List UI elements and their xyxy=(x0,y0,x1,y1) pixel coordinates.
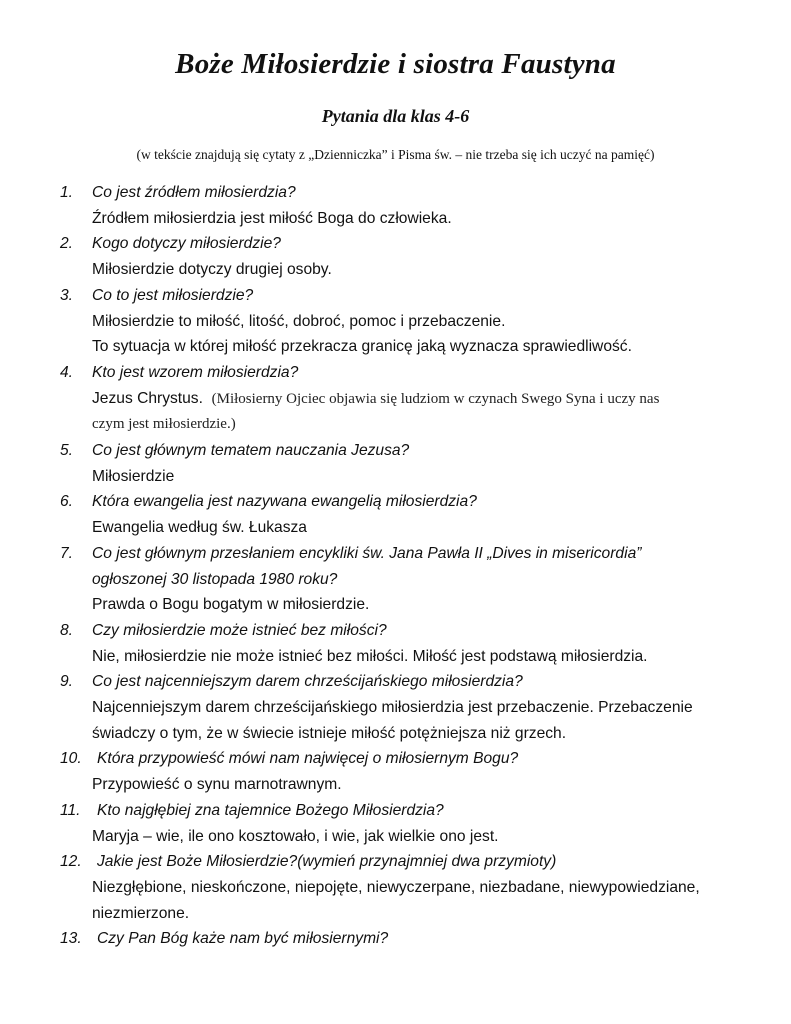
question xyxy=(60,669,760,695)
question-text: Jakie jest Boże Miłosierdzie?(wymień przynajmniej dwa przymioty) xyxy=(97,853,557,871)
answer xyxy=(60,772,760,798)
list-item xyxy=(60,360,760,438)
answer-line: Prawda o Bogu bogatym w miłosierdzie. xyxy=(92,596,370,614)
answer-line: Najcenniejszym darem chrześcijańskiego miłosierdzia jest przebaczenie. Przebaczenie xyxy=(92,699,693,717)
answer-line: Nie, miłosierdzie nie może istnieć bez miłości. Miłość jest podstawą miłosierdzia. xyxy=(92,647,648,665)
question-text: Która ewangelia jest nazywana ewangelią miłosierdzia? xyxy=(92,493,477,511)
answer-line: Ewangelia według św. Łukasza xyxy=(92,519,307,537)
question-number: 10. xyxy=(60,750,82,768)
answer xyxy=(60,309,760,360)
question-number: 2. xyxy=(60,235,74,253)
question-number: 3. xyxy=(60,286,74,304)
question-text: Co jest najcenniejszym darem chrześcijańskiego miłosierdzia? xyxy=(92,673,523,691)
list-item xyxy=(60,618,760,669)
answer xyxy=(60,824,760,850)
answer xyxy=(60,464,760,490)
question xyxy=(60,746,760,772)
answer-line: świadczy o tym, że w świecie istnieje miłość potężniejsza niż grzech. xyxy=(92,724,567,742)
question-number: 5. xyxy=(60,442,74,460)
answer xyxy=(60,875,760,926)
list-item xyxy=(60,926,760,952)
question xyxy=(60,798,760,824)
question-text: Czy miłosierdzie może istnieć bez miłości? xyxy=(92,621,387,639)
answer-main: Jezus Chrystus. xyxy=(92,389,203,407)
question-number: 13. xyxy=(60,930,82,948)
answer xyxy=(60,515,760,541)
question-number: 1. xyxy=(60,184,74,201)
question-number: 11. xyxy=(60,801,81,819)
answer xyxy=(60,644,760,670)
question xyxy=(60,489,760,515)
question xyxy=(60,438,760,464)
question-text: Co jest źródłem miłosierdzia? xyxy=(92,184,296,201)
list-item xyxy=(60,438,760,489)
answer-line: Miłosierdzie xyxy=(92,467,175,485)
question xyxy=(60,180,760,206)
question-number: 12. xyxy=(60,853,82,871)
question-number: 9. xyxy=(60,673,74,691)
question-text xyxy=(92,541,641,592)
question-text: Która przypowieść mówi nam najwięcej o miłosiernym Bogu? xyxy=(97,750,519,768)
answer-quote: (Miłosierny Ojciec objawia się ludziom w czynach Swego Syna i uczy nas xyxy=(211,390,660,407)
answer-line: Miłosierdzie to miłość, litość, dobroć, pomoc i przebaczenie. xyxy=(92,312,506,330)
list-item xyxy=(60,231,760,282)
answer-line: Niezgłębione, nieskończone, niepojęte, niewyczerpane, niezbadane, niewypowiedziane, xyxy=(92,878,700,896)
answer-line: To sytuacja w której miłość przekracza granicę jaką wyznacza sprawiedliwość. xyxy=(92,338,632,356)
answer xyxy=(60,257,760,283)
question xyxy=(60,618,760,644)
question xyxy=(60,283,760,309)
answer xyxy=(60,695,760,746)
question xyxy=(60,360,760,386)
answer-line: Miłosierdzie dotyczy drugiej osoby. xyxy=(92,261,332,279)
answer-line: Maryja – wie, ile ono kosztowało, i wie, jak wielkie ono jest. xyxy=(92,827,499,845)
answer-line: Przypowieść o synu marnotrawnym. xyxy=(92,776,342,794)
question-text: Kto jest wzorem miłosierdzia? xyxy=(92,363,299,381)
question-text: Co jest głównym tematem nauczania Jezusa? xyxy=(92,442,410,460)
question-text: Kogo dotyczy miłosierdzie? xyxy=(92,235,281,253)
list-item xyxy=(60,489,760,540)
answer-quote-continued: czym jest miłosierdzie.) xyxy=(92,416,236,433)
question-line: Co jest głównym przesłaniem encykliki św. Jana Pawła II „Dives in misericordia” xyxy=(92,544,642,562)
document-subtitle: Pytania dla klas 4-6 xyxy=(321,106,470,126)
question-number: 6. xyxy=(60,493,74,511)
answer-line: Źródłem miłosierdzia jest miłość Boga do człowieka. xyxy=(92,209,452,227)
document-note: (w tekście znajdują się cytaty z „Dzienniczka” i Pisma św. – nie trzeba się ich uczyć na pamięć) xyxy=(136,147,655,162)
list-item xyxy=(60,180,760,231)
question xyxy=(60,541,760,592)
question-list xyxy=(60,180,760,952)
list-item xyxy=(60,283,760,360)
question-text: Co to jest miłosierdzie? xyxy=(92,286,254,304)
question-number: 7. xyxy=(60,544,74,562)
question-text: Kto najgłębiej zna tajemnice Bożego Miłosierdzia? xyxy=(97,801,444,819)
list-item xyxy=(60,746,760,797)
answer-line: niezmierzone. xyxy=(92,904,190,922)
list-item xyxy=(60,849,760,926)
question-line: ogłoszonej 30 listopada 1980 roku? xyxy=(92,570,338,588)
answer xyxy=(60,592,760,618)
question xyxy=(60,231,760,257)
answer-line xyxy=(92,386,760,413)
list-item xyxy=(60,798,760,849)
document-title: Boże Miłosierdzie i siostra Faustyna xyxy=(175,48,616,80)
question-text: Czy Pan Bóg każe nam być miłosiernymi? xyxy=(97,930,389,948)
question-number: 4. xyxy=(60,363,74,381)
list-item xyxy=(60,669,760,746)
list-item xyxy=(60,541,760,618)
answer xyxy=(60,206,760,232)
question xyxy=(60,926,760,952)
answer xyxy=(60,386,760,438)
question-number: 8. xyxy=(60,621,74,639)
question xyxy=(60,849,760,875)
